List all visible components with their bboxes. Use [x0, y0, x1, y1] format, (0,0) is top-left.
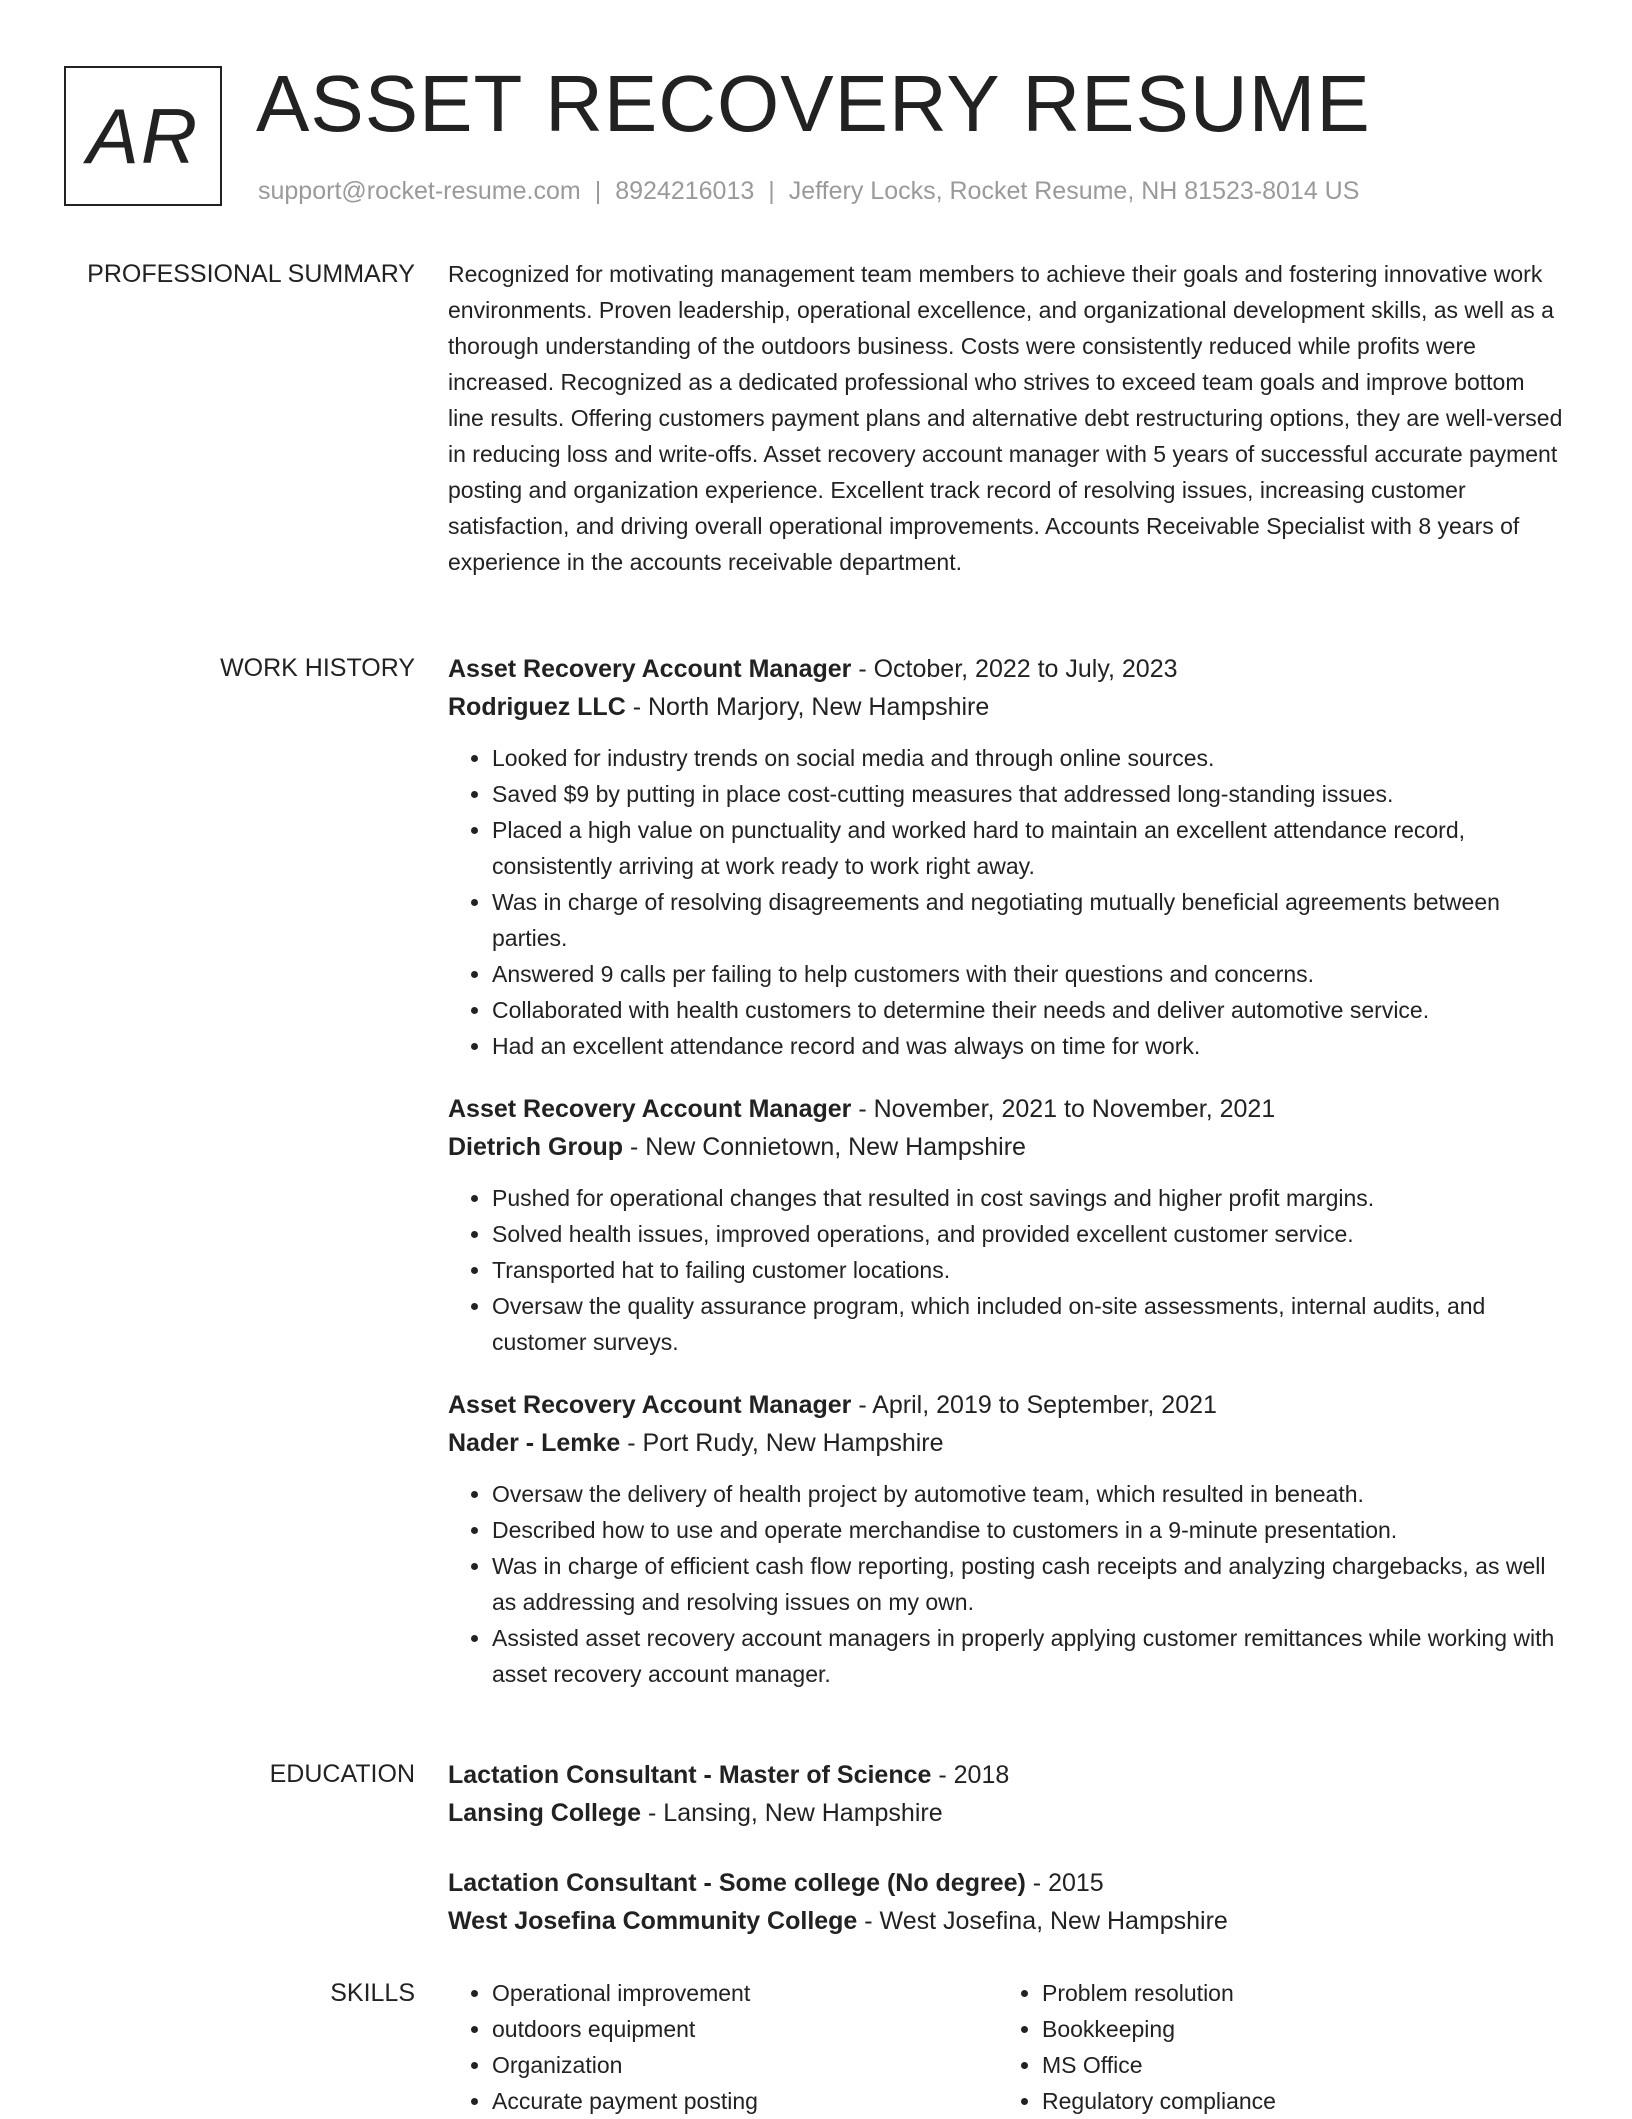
job-company: Nader - Lemke: [448, 1429, 621, 1457]
skill-item: • Bookkeeping: [1042, 2011, 1548, 2047]
skills-column-right: [998, 1975, 1548, 2119]
job-entry: [448, 650, 1564, 1064]
skills-column-left: [448, 1975, 998, 2119]
job-company: Rodriguez LLC: [448, 693, 626, 721]
job-title: Asset Recovery Account Manager: [448, 1391, 852, 1419]
skills-label: SKILLS: [330, 1979, 415, 2007]
job-bullet: • Described how to use and operate merchandise to customers in a 9-minute presentation.: [492, 1512, 1564, 1548]
job-entry: [448, 1386, 1564, 1692]
job-entry: [448, 1090, 1564, 1360]
summary-text: Recognized for motivating management team members to achieve their goals and fostering innovative work environments. Proven leadership, operational excellence, and organizational development skills, as well as a thorough understanding of the outdoors business. Costs were consistently reduced while profits were increased. Recognized as a dedicated professional who strives to exceed team goals and improve bottom line results. Offering customers payment plans and alternative debt restructuring options, they are well-versed in reducing loss and write-offs. Asset recovery account manager with 5 years of successful accurate payment posting and organization experience. Excellent track record of resolving issues, increasing customer satisfaction, and driving overall operational improvements. Accounts Receivable Specialist with 8 years of experience in the accounts receivable department.: [448, 261, 1563, 575]
work-history-content: [448, 650, 1564, 1718]
job-bullet: • Was in charge of resolving disagreements and negotiating mutually beneficial agreements between parties.: [492, 884, 1564, 956]
education-label: EDUCATION: [269, 1760, 415, 1788]
job-bullet: • Saved $9 by putting in place cost-cutting measures that addressed long-standing issues.: [492, 776, 1564, 812]
job-title: Asset Recovery Account Manager: [448, 1095, 852, 1123]
education-content: [448, 1756, 1564, 1972]
education-year: - 2018: [931, 1761, 1010, 1789]
education-year: - 2015: [1025, 1869, 1104, 1897]
education-school: Lansing College: [448, 1799, 642, 1827]
job-bullet: • Placed a high value on punctuality and worked hard to maintain an excellent attendance record, consistently arriving at work ready to work right away.: [492, 812, 1564, 884]
job-bullet: • Answered 9 calls per failing to help customers with their questions and concerns.: [492, 956, 1564, 992]
job-location: - New Connietown, New Hampshire: [623, 1133, 1026, 1161]
job-bullet: • Transported hat to failing customer locations.: [492, 1252, 1564, 1288]
skill-item: • Problem resolution: [1042, 1975, 1548, 2011]
job-bullets: [448, 1180, 1564, 1360]
job-dates: - November, 2021 to November, 2021: [851, 1095, 1276, 1123]
contact-separator: |: [768, 177, 775, 205]
job-bullets: [448, 1476, 1564, 1692]
summary-label: PROFESSIONAL SUMMARY: [87, 260, 415, 288]
job-dates: - October, 2022 to July, 2023: [851, 655, 1178, 683]
job-bullet: • Was in charge of efficient cash flow reporting, posting cash receipts and analyzing chargebacks, as well as addressing and resolving issues on my own.: [492, 1548, 1564, 1620]
education-entry: [448, 1864, 1564, 1940]
skill-item: • Operational improvement: [492, 1975, 998, 2011]
skill-item: • Accurate payment posting: [492, 2083, 998, 2119]
education-location: - West Josefina, New Hampshire: [857, 1907, 1228, 1935]
skill-item: • outdoors equipment: [492, 2011, 998, 2047]
skills-content: [448, 1975, 1564, 2119]
education-degree: Lactation Consultant - Master of Science: [448, 1761, 932, 1789]
resume-title: ASSET RECOVERY RESUME: [256, 59, 1371, 148]
contact-phone: 8924216013: [615, 177, 755, 205]
education-entry: [448, 1756, 1564, 1832]
contact-separator: |: [594, 177, 602, 205]
monogram-logo: AR: [64, 66, 222, 206]
contact-line: [258, 174, 1359, 208]
contact-address: Jeffery Locks, Rocket Resume, NH 81523-8014 US: [788, 177, 1360, 205]
education-location: - Lansing, New Hampshire: [641, 1799, 943, 1827]
skill-item: • Regulatory compliance: [1042, 2083, 1548, 2119]
job-bullet: • Collaborated with health customers to determine their needs and deliver automotive service.: [492, 992, 1564, 1028]
job-bullet: • Oversaw the quality assurance program, which included on-site assessments, internal audits, and customer surveys.: [492, 1288, 1564, 1360]
education-school: West Josefina Community College: [448, 1907, 858, 1935]
job-location: - North Marjory, New Hampshire: [625, 693, 990, 721]
job-title: Asset Recovery Account Manager: [448, 655, 852, 683]
contact-email: support@rocket-resume.com: [258, 177, 581, 205]
skill-item: • MS Office: [1042, 2047, 1548, 2083]
skill-item: • Organization: [492, 2047, 998, 2083]
job-bullet: • Pushed for operational changes that resulted in cost savings and higher profit margins.: [492, 1180, 1564, 1216]
job-bullet: • Had an excellent attendance record and was always on time for work.: [492, 1028, 1564, 1064]
job-bullets: [448, 740, 1564, 1064]
job-bullet: • Oversaw the delivery of health project by automotive team, which resulted in beneath.: [492, 1476, 1564, 1512]
job-company: Dietrich Group: [448, 1133, 624, 1161]
job-dates: - April, 2019 to September, 2021: [851, 1391, 1217, 1419]
job-bullet: • Solved health issues, improved operations, and provided excellent customer service.: [492, 1216, 1564, 1252]
job-bullet: • Assisted asset recovery account managers in properly applying customer remittances while working with asset recovery account manager.: [492, 1620, 1564, 1692]
education-degree: Lactation Consultant - Some college (No degree): [448, 1869, 1026, 1897]
job-location: - Port Rudy, New Hampshire: [620, 1429, 944, 1457]
work-history-label: WORK HISTORY: [220, 654, 415, 682]
summary-content: [448, 256, 1564, 580]
job-bullet: • Looked for industry trends on social media and through online sources.: [492, 740, 1564, 776]
